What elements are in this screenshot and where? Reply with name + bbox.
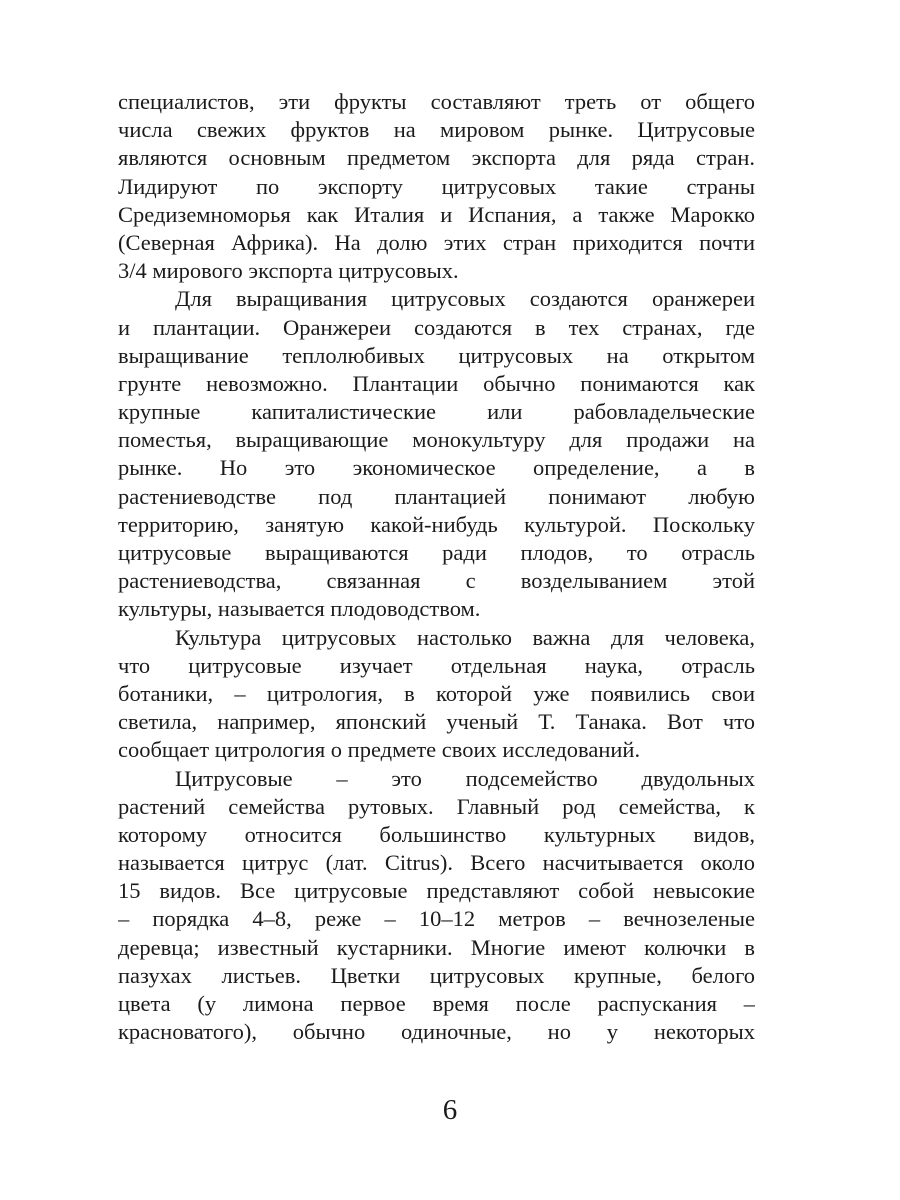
text-line: которому относится большинство культурных видов,: [118, 821, 755, 847]
text-line: что цитрусовые изучает отдельная наука, отрасль: [118, 652, 755, 678]
text-line: растениеводстве под плантацией понимают любую: [118, 483, 755, 509]
text-line: красноватого), обычно одиночные, но у некоторых: [118, 1019, 755, 1045]
text-line: территорию, занятую какой-нибудь культурой. Поскольку: [118, 511, 755, 537]
text-line: являются основным предметом экспорта для ряда стран.: [118, 145, 755, 171]
text-line: специалистов, эти фрукты составляют треть от общего: [118, 89, 755, 114]
text-line: ботаники, – цитрология, в которой уже появились свои: [118, 680, 755, 706]
page-number: 6: [442, 1094, 458, 1126]
text-line: называется цитрус (лат. Citrus). Всего насчитывается около: [118, 850, 755, 876]
text-line: растениеводства, связанная с возделыванием этой: [118, 568, 755, 594]
text-line: Лидируют по экспорту цитрусовых такие страны: [118, 173, 755, 199]
text-line: Для выращивания цитрусовых создаются оранжереи: [175, 286, 755, 312]
text-line: поместья, выращивающие монокультуру для продажи на: [118, 427, 755, 453]
text-line: выращивание теплолюбивых цитрусовых на открытом: [118, 342, 755, 368]
text-line: рынке. Но это экономическое определение, а в: [118, 455, 755, 481]
text-line: крупные капиталистические или рабовладельческие: [118, 399, 755, 425]
text-line: цвета (у лимона первое время после распускания –: [118, 991, 755, 1016]
text-line: грунте невозможно. Плантации обычно понимаются как: [118, 370, 755, 396]
text-line: растений семейства рутовых. Главный род семейства, к: [118, 793, 755, 819]
text-line: (Северная Африка). На долю этих стран приходится почти: [118, 229, 755, 255]
page-body-text: [118, 88, 755, 1046]
text-line: и плантации. Оранжереи создаются в тех странах, где: [118, 314, 755, 340]
text-line: числа свежих фруктов на мировом рынке. Цитрусовые: [118, 117, 755, 143]
text-line: пазухах листьев. Цветки цитрусовых крупные, белого: [118, 962, 755, 988]
text-line: Средиземноморья как Италия и Испания, а также Марокко: [118, 201, 755, 227]
text-line: сообщает цитрология о предмете своих исследований.: [118, 737, 641, 763]
text-line: 15 видов. Все цитрусовые представляют собой невысокие: [118, 878, 755, 904]
text-line: Культура цитрусовых настолько важна для человека,: [175, 624, 755, 650]
text-line: Цитрусовые – это подсемейство двудольных: [175, 765, 755, 791]
text-line: 3/4 мирового экспорта цитрусовых.: [118, 258, 459, 284]
text-line: цитрусовые выращиваются ради плодов, то отрасль: [118, 540, 755, 565]
text-line: – порядка 4–8, реже – 10–12 метров – вечнозеленые: [118, 906, 755, 932]
text-line: деревца; известный кустарники. Многие имеют колючки в: [118, 934, 755, 960]
text-line: культуры, называется плодоводством.: [118, 596, 481, 622]
text-line: светила, например, японский ученый Т. Танака. Вот что: [118, 709, 755, 735]
